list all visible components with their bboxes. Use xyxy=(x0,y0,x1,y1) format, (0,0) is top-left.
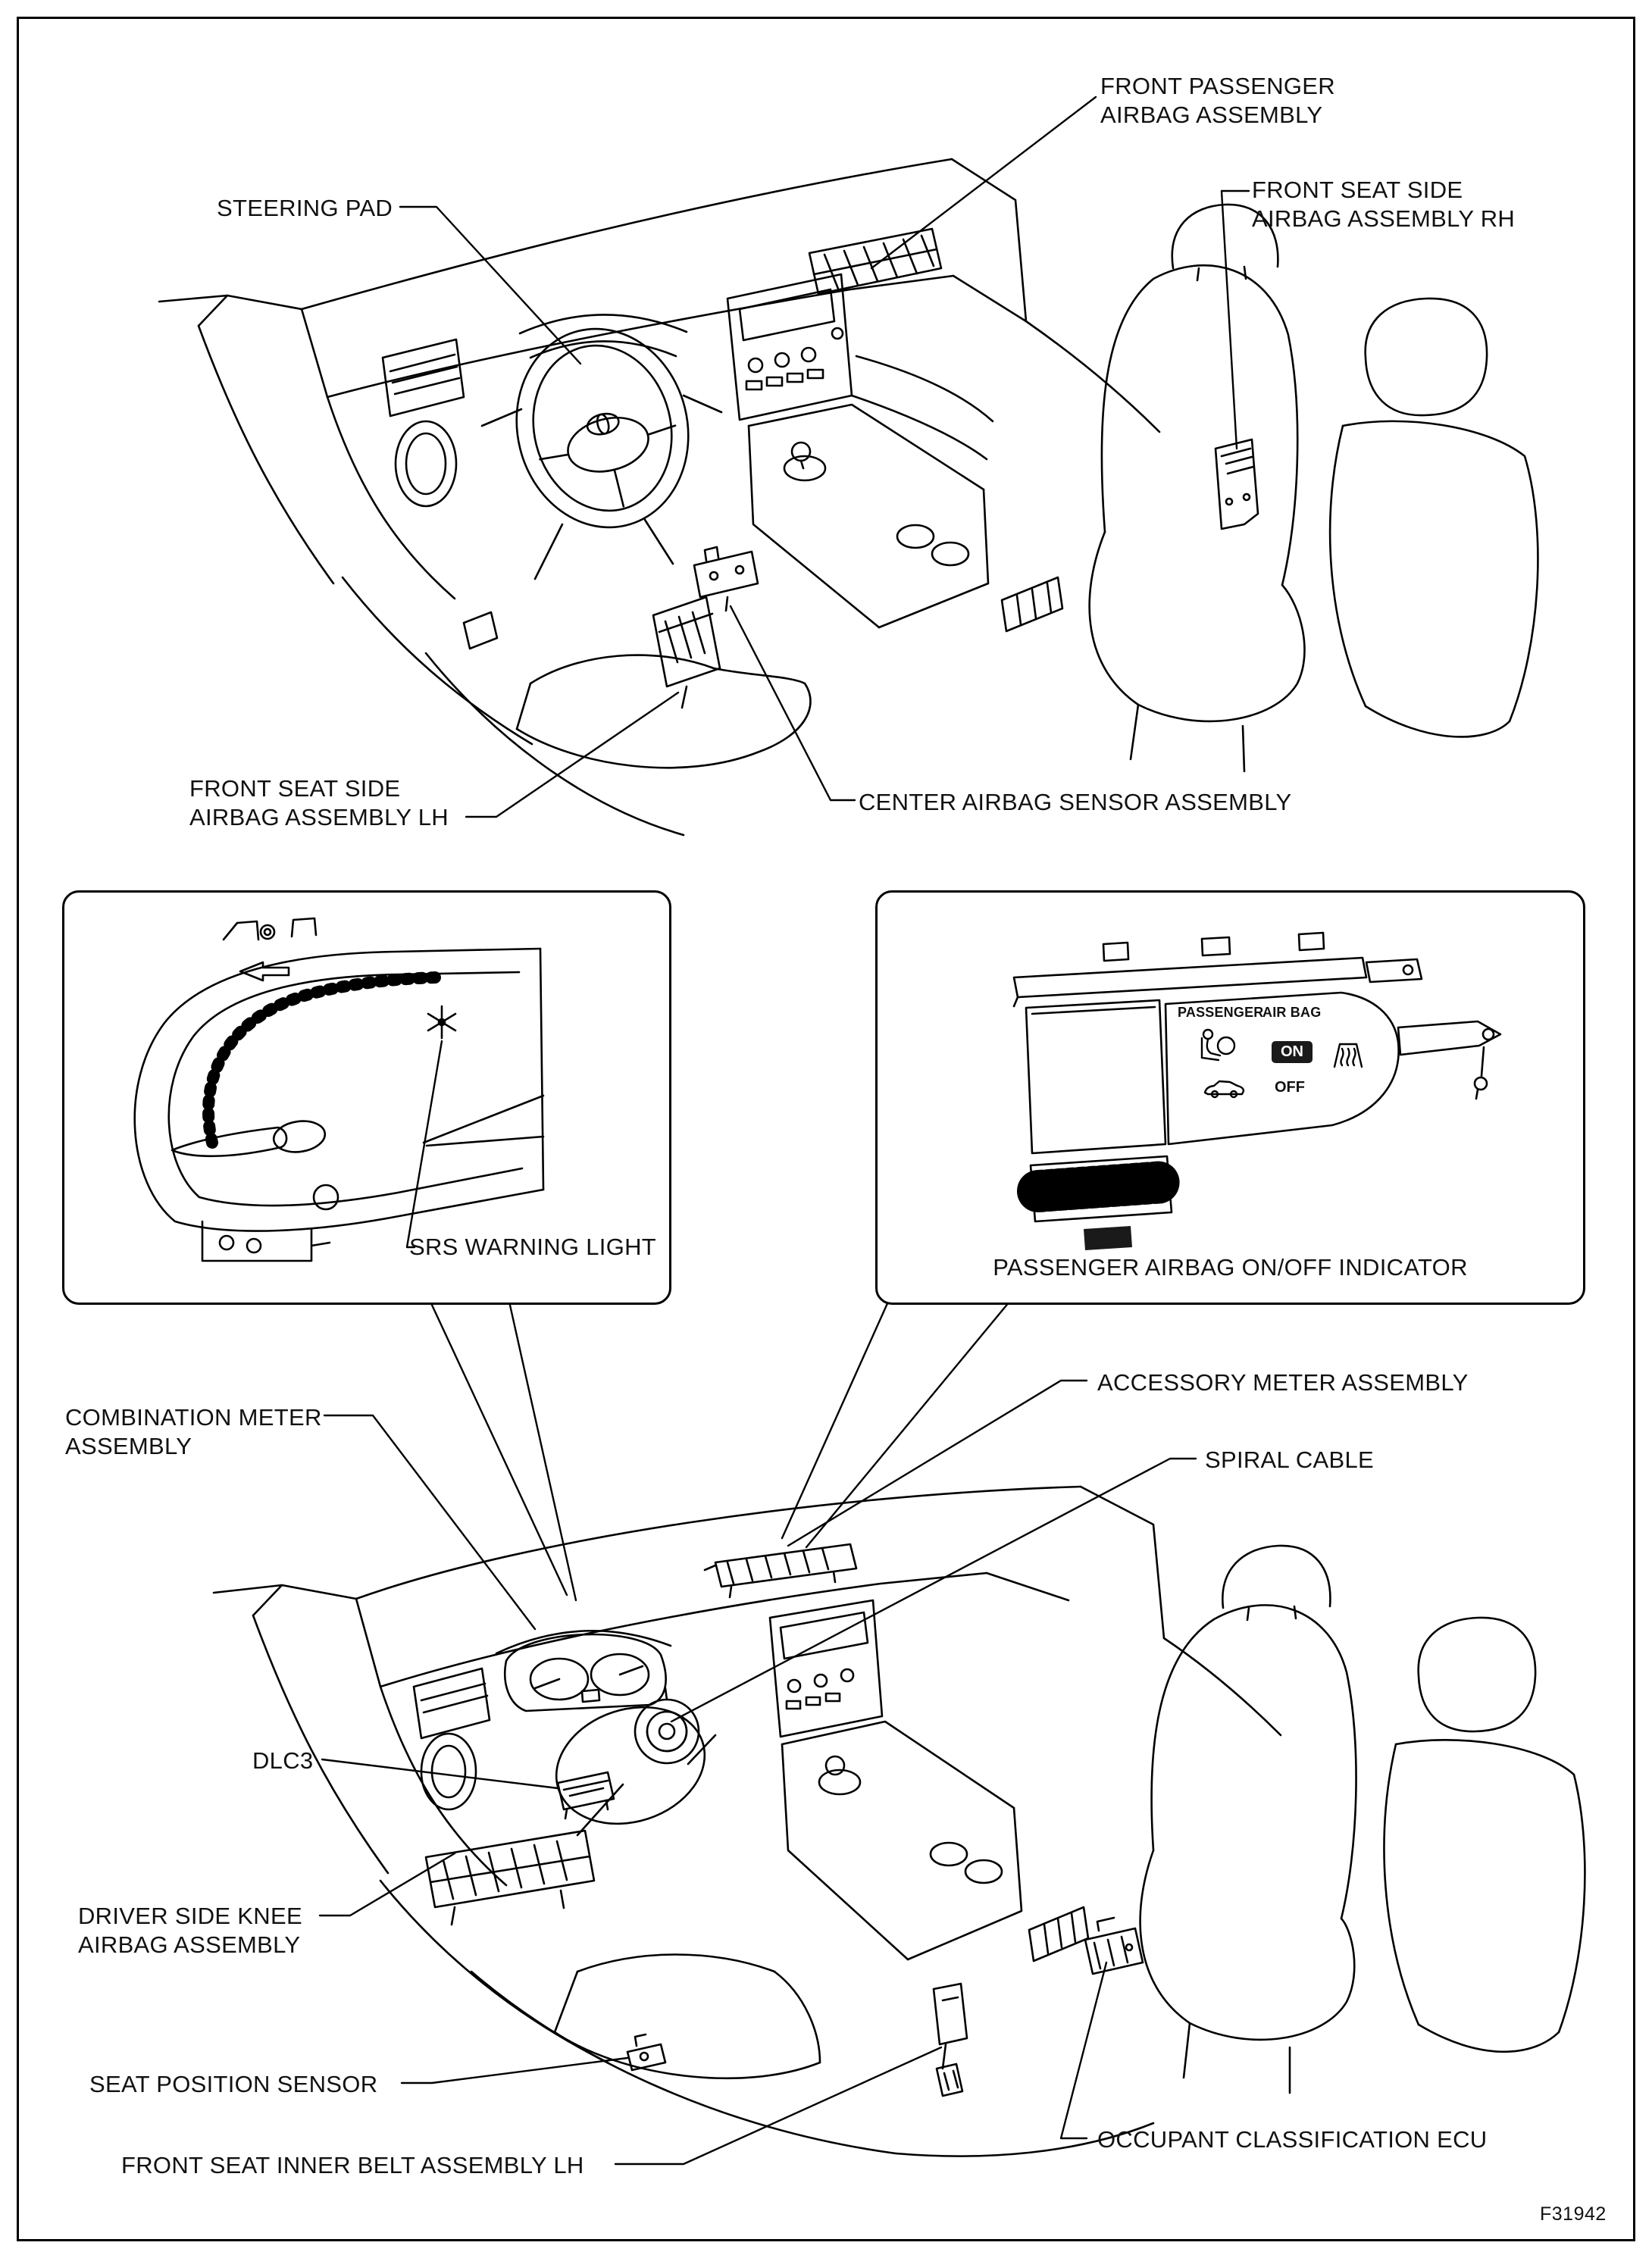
label-spiral-cable xyxy=(1205,1446,1374,1475)
panel-off-text: OFF xyxy=(1275,1079,1305,1096)
label-line: DRIVER SIDE KNEE xyxy=(78,1903,302,1929)
label-seat-position-sensor xyxy=(89,2070,377,2099)
label-front-seat-side-airbag-rh xyxy=(1252,176,1515,233)
top-dashboard-illustration xyxy=(159,159,1538,835)
front-seat-side-airbag-module-rh xyxy=(1216,439,1258,529)
car-icon xyxy=(1203,1077,1246,1099)
label-occupant-classification-ecu xyxy=(1097,2125,1488,2154)
label-line: SPIRAL CABLE xyxy=(1205,1446,1374,1473)
front-seat-inner-belt-module xyxy=(934,1984,967,2096)
label-line: SEAT POSITION SENSOR xyxy=(89,2071,378,2097)
srs-warning-light-icon xyxy=(428,1006,455,1038)
spiral-cable-module xyxy=(635,1688,699,1763)
label-srs-warning-light: SRS WARNING LIGHT xyxy=(409,1234,657,1260)
defrost-icon xyxy=(1331,1037,1366,1071)
label-line: OCCUPANT CLASSIFICATION ECU xyxy=(1097,2126,1488,2153)
label-driver-side-knee-airbag xyxy=(78,1902,302,1959)
label-combination-meter xyxy=(65,1403,322,1461)
label-dlc3 xyxy=(252,1747,313,1775)
top-callout-lines xyxy=(400,97,1249,817)
dlc3-connector xyxy=(558,1772,614,1819)
label-line: FRONT SEAT SIDE xyxy=(1252,177,1463,203)
driver-knee-airbag-module xyxy=(426,1831,594,1925)
occupant-classification-ecu-module xyxy=(1085,1918,1143,1974)
label-line: FRONT SEAT INNER BELT ASSEMBLY LH xyxy=(121,2152,584,2178)
inset-connector-lines xyxy=(430,1302,1009,1600)
label-line: AIRBAG ASSEMBLY xyxy=(1100,102,1323,128)
label-line: AIRBAG ASSEMBLY RH xyxy=(1252,205,1516,232)
label-front-seat-inner-belt xyxy=(121,2151,584,2180)
bottom-dashboard-illustration xyxy=(214,1487,1585,2156)
front-seat-side-airbag-module-lh xyxy=(653,597,720,708)
center-airbag-sensor-module xyxy=(694,547,758,611)
bottom-callout-lines xyxy=(320,1381,1196,2164)
label-line: FRONT SEAT SIDE xyxy=(189,775,401,802)
label-line: COMBINATION METER xyxy=(65,1404,322,1431)
front-passenger-seat xyxy=(1090,205,1305,771)
panel-passenger-text: PASSENGER xyxy=(1178,1005,1264,1020)
label-line: STEERING PAD xyxy=(217,195,393,221)
person-airbag-icon xyxy=(1199,1027,1238,1065)
srs-warning-light-inset xyxy=(62,890,671,1305)
label-line: CENTER AIRBAG SENSOR ASSEMBLY xyxy=(859,789,1292,815)
label-center-airbag-sensor xyxy=(859,788,1291,817)
panel-on-badge: ON xyxy=(1272,1041,1313,1063)
figure-code: F31942 xyxy=(1540,2203,1607,2225)
label-front-passenger-airbag xyxy=(1100,72,1335,130)
seat-position-sensor-module xyxy=(627,2034,665,2070)
label-line: DLC3 xyxy=(252,1747,314,1774)
label-line: FRONT PASSENGER xyxy=(1100,73,1335,99)
combination-meter-module xyxy=(496,1631,671,1711)
label-line: AIRBAG ASSEMBLY LH xyxy=(189,804,449,830)
label-line: ASSEMBLY xyxy=(65,1433,192,1459)
label-passenger-airbag-indicator: PASSENGER AIRBAG ON/OFF INDICATOR xyxy=(993,1254,1468,1281)
front-passenger-airbag-module xyxy=(809,229,941,294)
label-front-seat-side-airbag-lh xyxy=(189,774,449,832)
label-line: AIRBAG ASSEMBLY xyxy=(78,1931,301,1958)
rear-seat xyxy=(1330,299,1538,737)
label-line: ACCESSORY METER ASSEMBLY xyxy=(1097,1369,1469,1396)
passenger-airbag-indicator-inset xyxy=(875,890,1585,1305)
steering-wheel xyxy=(496,311,709,546)
panel-air-bag-text: AIR BAG xyxy=(1262,1005,1322,1020)
label-steering-pad xyxy=(217,194,393,223)
label-accessory-meter xyxy=(1097,1368,1469,1397)
